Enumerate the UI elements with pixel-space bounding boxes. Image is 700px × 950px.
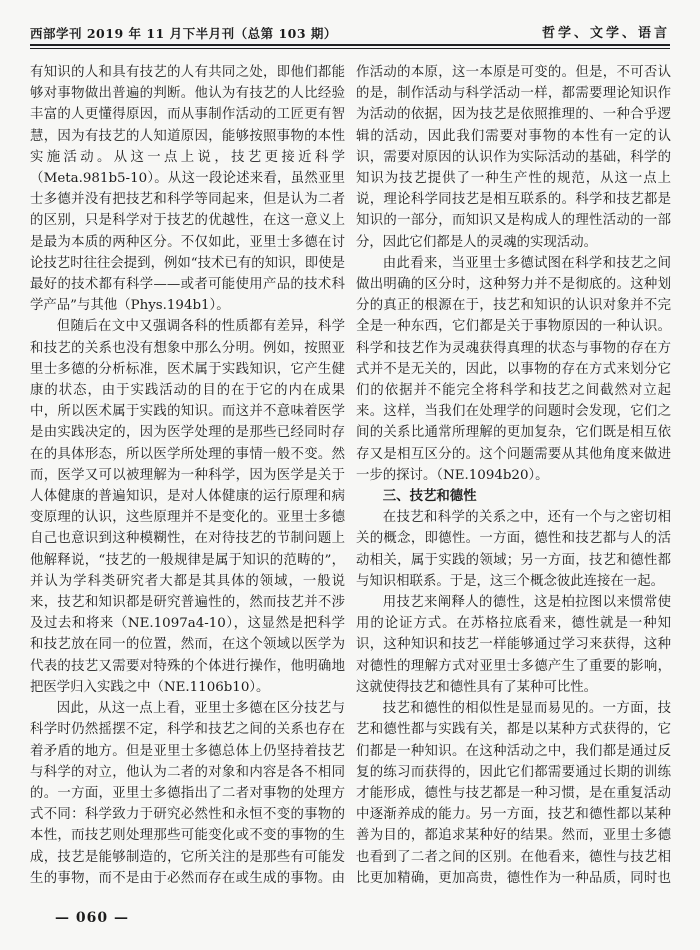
paragraph: 由此看来，当亚里士多德试图在科学和技艺之间做出明确的区分时，这种努力并不是彻底的。这种划分的真正的根源在于，技艺和知识的认识对象并不完全是一种东西，它们都是关于事物原因的一种认识。科学和技艺作为灵魂获得真理的状态与事物的存在方式并不是无关的，因此，以事物的存在方式来划分它们的依据并不能完全将科学和技艺之间截然对立起来。这样，当我们在处理学的问题时会发现，它们之间的关系比通常所理解的更加复杂，它们既是相互依存又是相互区分的。这个问题需要从其他角度来做进一步的探讨。（NE.1094b20）。	[356, 255, 671, 483]
header-rule-thin	[30, 48, 670, 49]
paragraph: 因此，从这一点上看，亚里士多德在区分技艺与科学时仍然摇摆不定，科学和技艺之间的关系也存在着矛盾的地方。但是亚里士多德总体上仍坚持着技艺与科学的对立，他认为二者的对象和内容是各不相同的。一方面，亚里士多德指出了二者对事物的处理方式不同：科学致力于研究必然性和永恒不变的事物的本性，而技艺则处理那些可能变化或不变的事物的生成，技艺是能够制造的，它所关注的是那些有可能发生的事物，而不是由于必然而存在或生成的事物。由	[30, 701, 345, 886]
left-column	[30, 62, 345, 890]
header-rule-thick	[30, 44, 670, 46]
section-title: 哲学、文学、语言	[541, 26, 670, 41]
page-number: — 060 —	[55, 910, 129, 926]
paragraph: 作活动的本原，这一本原是可变的。但是，不可否认的是，制作活动与科学活动一样，都需要理论知识作为活动的依据，因为技艺是依照推理的、一种合乎逻辑的活动，因此我们需要对事物的本性有一定的认识，需要对原因的认识作为实际活动的基础，科学的知识为技艺提供了一种生产性的规范，从这一点上说，理论科学同技艺是相互联系的。科学和技艺都是知识的一部分，而知识又是构成人的理性活动的一部分，因此它们都是人的灵魂的实现活动。	[356, 65, 671, 250]
section-heading: 三、技艺和德性	[382, 488, 477, 505]
journal-title: 西部学刊 2019 年 11 月下半月刊（总第 103 期）	[30, 26, 337, 41]
paragraph: 有知识的人和具有技艺的人有共同之处，即他们都能够对事物做出普遍的判断。他认为有技艺的人比经验丰富的人更懂得原因，而从事制作活动的工匠更有智慧，因为有技艺的人知道原因，能够按照事物的本性实施活动。从这一点上说，技艺更接近科学（Meta.981b5-10）。从这一段论述来看，虽然亚里士多德并没有把技艺和科学等同起来，但是认为二者的区别，只是科学对于技艺的优越性，在这一意义上是最为本质的两种区分。不仅如此，亚里士多德在讨论技艺时往往会提到，例如“技术已有的知识，即使是最好的技术都有科学——或者可能使用产品的技术科学产品”与其他（Phys.194b1）。	[30, 65, 345, 314]
paragraph: 技艺和德性的相似性是显而易见的。一方面，技艺和德性都与实践有关，都是以某种方式获得的，它们都是一种知识。在这种活动之中，我们都是通过反复的练习而获得的，因此它们都需要通过长期的训练才能形成，德性与技艺都是一种习惯，是在重复活动中逐渐养成的能力。另一方面，技艺和德性都以某种善为目的，都追求某种好的结果。然而，亚里士多德也看到了二者之间的区别。在他看来，德性与技艺相比更加精确，更加高贵，德性作为一种品质，同时也	[356, 701, 671, 886]
paragraph: 在技艺和科学的关系之中，还有一个与之密切相关的概念，即德性。一方面，德性和技艺都与人的活动相关，属于实践的领域；另一方面，技艺和德性都与知识相联系。于是，这三个概念彼此连接在一起。	[356, 510, 671, 589]
right-column	[356, 62, 671, 890]
running-header	[30, 20, 670, 46]
paragraph: 但随后在文中又强调各科的性质都有差异，科学和技艺的关系也没有想象中那么分明。例如，按照亚里士多德的分析标准，医术属于实践知识，它产生健康的状态，由于实践活动的目的在于它的内在成果中，所以医术属于实践的知识。而这并不意味着医学是由实践决定的，因为医学处理的是那些已经同时存在的具体形态，所以医学所处理的事情一般不变。然而，医学又可以被理解为一种科学，因为医学是关于人体健康的普遍知识，是对人体健康的运行原理和病变原理的认识，这些原理并不是变化的。亚里士多德自己也意识到这种模糊性，在对待技艺的节制问题上他解释说，“技艺的一般规律是属于知识的范畴的”，并认为学科类研究者大都是其具体的领域，一般说来，技艺和知识都是研究普遍性的，然而技艺并不涉及过去和将来（NE.1097a4-10），这显然是把科学和技艺放在同一的位置，然而，在这个领域以医学为代表的技艺又需要对特殊的个体进行操作，他明确地把医学归入实践之中（NE.1106b10）。	[30, 319, 345, 695]
paragraph: 用技艺来阐释人的德性，这是柏拉图以来惯常使用的论证方式。在苏格拉底看来，德性就是一种知识，这种知识和技艺一样能够通过学习来获得，这种对德性的理解方式对亚里士多德产生了重要的影响，这就使得技艺和德性具有了某种可比性。	[356, 595, 671, 695]
